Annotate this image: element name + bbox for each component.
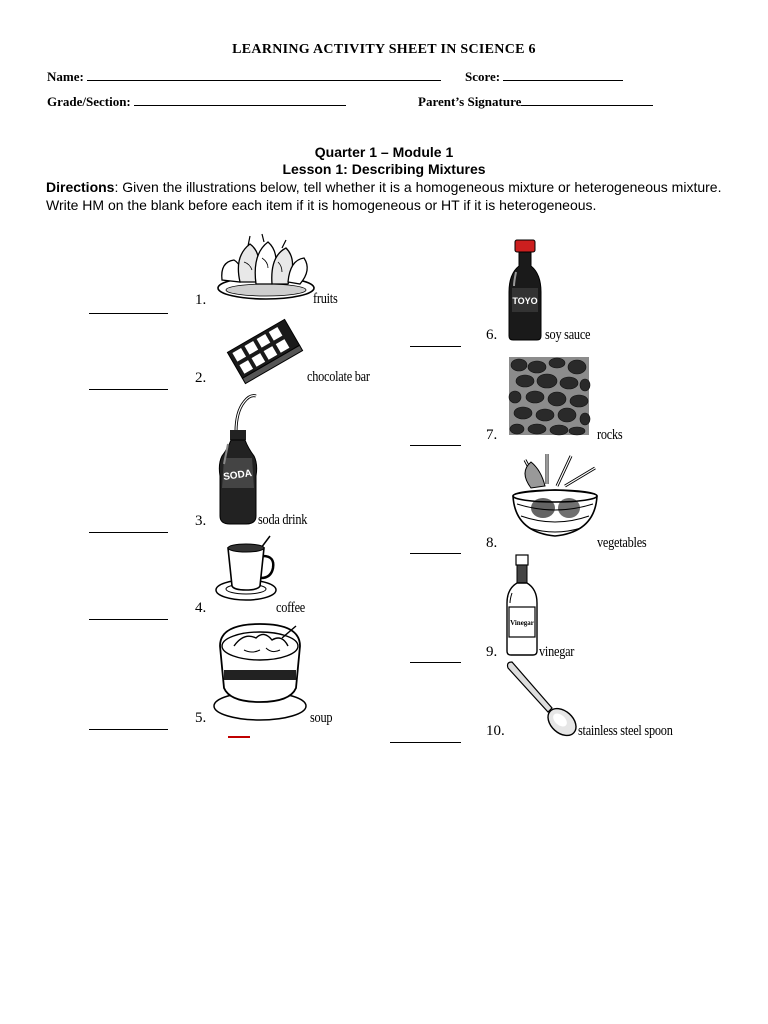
answer-blank-8[interactable]	[410, 553, 461, 554]
answer-blank-6[interactable]	[410, 346, 461, 347]
item-number-5: 5.	[195, 710, 207, 726]
answer-blank-2[interactable]	[89, 389, 168, 390]
answer-blank-9[interactable]	[410, 662, 461, 663]
item-number-10: 10.	[486, 723, 505, 739]
red-mark	[228, 736, 250, 738]
sheet-title: LEARNING ACTIVITY SHEET IN SCIENCE 6	[232, 42, 536, 57]
answer-blank-7[interactable]	[410, 445, 461, 446]
parent-signature-field	[418, 94, 653, 110]
chocolate-bar-icon	[226, 316, 300, 380]
parent-signature-label: Parent’s Signature	[418, 94, 522, 109]
item-label-5: soup	[310, 710, 333, 726]
soup-bowl-icon	[212, 618, 310, 722]
soda-bottle-icon	[214, 392, 266, 528]
item-label-8: vegetables	[597, 535, 647, 551]
item-number-7: 7.	[486, 427, 498, 443]
item-label-9: vinegar	[539, 644, 575, 660]
fruit-bowl-icon	[212, 232, 318, 304]
answer-blank-3[interactable]	[89, 532, 168, 533]
vegetable-basket-icon	[509, 446, 601, 546]
item-label-6: soy sauce	[545, 327, 591, 343]
score-label: Score:	[465, 69, 501, 84]
item-number-4: 4.	[195, 600, 207, 616]
grade-section-field	[47, 94, 346, 110]
item-label-2: chocolate bar	[307, 369, 370, 385]
item-label-7: rocks	[597, 427, 623, 443]
vinegar-art-text: Vinegar	[510, 619, 534, 627]
item-label-10: stainless steel spoon	[578, 723, 673, 739]
item-number-6: 6.	[486, 327, 498, 343]
name-label: Name:	[47, 69, 84, 84]
item-number-2: 2.	[195, 370, 207, 386]
item-label-1: fruits	[313, 291, 338, 307]
answer-blank-1[interactable]	[89, 313, 168, 314]
item-number-1: 1.	[195, 292, 207, 308]
soda-art-text: SODA	[222, 468, 253, 483]
item-number-3: 3.	[195, 513, 207, 529]
quarter-heading: Quarter 1 – Module 1	[314, 144, 454, 160]
soy-sauce-art-text: TOYO	[512, 296, 538, 306]
item-number-9: 9.	[486, 644, 498, 660]
grade-section-label: Grade/Section:	[47, 94, 131, 109]
item-label-4: coffee	[276, 600, 306, 616]
score-field	[465, 69, 623, 85]
name-field	[47, 69, 441, 85]
answer-blank-10[interactable]	[390, 742, 461, 743]
item-number-8: 8.	[486, 535, 498, 551]
score-input-line[interactable]	[503, 69, 623, 81]
rocks-icon	[509, 357, 589, 435]
item-label-3: soda drink	[258, 512, 308, 528]
answer-blank-5[interactable]	[89, 729, 168, 730]
soy-sauce-bottle-icon	[508, 238, 542, 342]
answer-blank-4[interactable]	[89, 619, 168, 620]
spoon-icon	[502, 660, 582, 742]
coffee-cup-icon	[214, 534, 280, 604]
directions-text: : Given the illustrations below, tell whether it is a homogeneous mixture or heterogeneous mixture. Write HM on the blank before each item if it is homogeneous or HT if it is heterogeneous.	[46, 179, 722, 213]
name-input-line[interactable]	[87, 69, 441, 81]
lesson-heading: Lesson 1: Describing Mixtures	[282, 161, 486, 177]
directions-label: Directions	[46, 179, 115, 195]
grade-section-input-line[interactable]	[134, 94, 346, 106]
vinegar-bottle-icon	[505, 553, 539, 657]
parent-signature-input-line[interactable]	[521, 94, 653, 106]
directions-paragraph	[46, 178, 726, 214]
